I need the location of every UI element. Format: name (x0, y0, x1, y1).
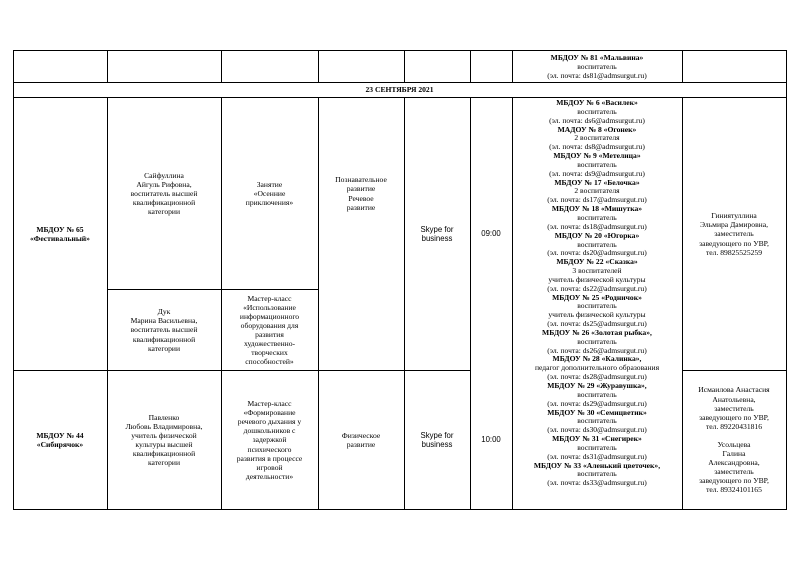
event-master-class-info-line: творческих (251, 348, 288, 358)
participants-list-line: (эл. почта: ds6@admsurgut.ru) (549, 115, 645, 125)
teacher-duk-line: категории (147, 343, 181, 353)
participants-list-line: МБДОУ № 18 «Мишутка» (551, 204, 643, 214)
participants-list-line: (эл. почта: ds28@admsurgut.ru) (547, 372, 647, 382)
participants-list-line: МБДОУ № 29 «Журавушка», (547, 381, 647, 390)
table-border (786, 82, 787, 97)
previous-participant (512, 51, 682, 82)
participants-list-line: воспитатель (577, 212, 617, 222)
participants-list-line: МБДОУ № 20 «Югорка» (554, 230, 640, 240)
participants-list-line: (эл. почта: ds30@admsurgut.ru) (547, 425, 647, 435)
participants-list-line: 2 воспитателя (574, 186, 620, 196)
participants-list-line: воспитатель (577, 389, 617, 399)
participants-list-line: воспитатель (577, 301, 617, 311)
teacher-pavlenko-line: категории (147, 458, 181, 468)
date-header-line: 23 СЕНТЯБРЯ 2021 (365, 85, 434, 95)
table-border (682, 50, 683, 82)
responsible-ismailova-usoltseva-line: тел. 89324101165 (706, 485, 762, 495)
teacher-duk-line: квалификационной (132, 334, 196, 344)
responsible-ismailova-usoltseva-line: тел. 89220431816 (705, 421, 763, 431)
school-festivalny-line: «Фестивальный» (30, 234, 90, 243)
participants-list-line: учитель физической культуры (548, 310, 646, 320)
participants-list-line: педагог дополнительного образования (534, 363, 660, 373)
responsible-giniyatullina-line: заведующего по УВР, (699, 238, 769, 248)
event-master-class-info-line: информационного (239, 311, 300, 321)
platform-skype-1-line: Skype for (420, 224, 454, 234)
platform-skype-1-line: business (421, 234, 453, 243)
participants-list-line: воспитатель (577, 469, 617, 479)
event-autumn-adventures-line: Занятие (256, 179, 283, 189)
event-master-class-breath-line: психического (247, 444, 292, 454)
participants-list-line: (эл. почта: ds9@admsurgut.ru) (549, 168, 645, 178)
table-border (470, 50, 471, 82)
responsible-giniyatullina-line: Эльмира Дамировна, (699, 220, 769, 230)
participants-list-line: воспитатель (577, 416, 617, 426)
participants-list-line: учитель физической культуры (548, 274, 646, 284)
participants-list-line: воспитатель (577, 442, 617, 452)
participants-list-line: (эл. почта: ds31@admsurgut.ru) (547, 451, 647, 461)
participants-list (512, 98, 682, 510)
participants-list-line: МБДОУ № 9 «Метелица» (553, 151, 641, 161)
participants-list-line: (эл. почта: ds18@admsurgut.ru) (547, 221, 647, 231)
event-autumn-adventures-line: приключения» (245, 198, 294, 208)
responsible-ismailova-usoltseva (682, 371, 786, 509)
area-physical-line: развитие (346, 440, 376, 449)
area-cognitive-speech-line: развитие (346, 184, 376, 194)
event-autumn-adventures (221, 98, 318, 289)
teacher-duk-line: Марина Васильевна, (130, 316, 198, 326)
school-sibiryachok-line: «Сибирячок» (36, 440, 84, 449)
teacher-duk-line: Дук (157, 307, 171, 317)
platform-skype-1 (404, 98, 470, 370)
event-master-class-info-line: Мастер-класс (247, 293, 292, 303)
participants-list-line: воспитатель (577, 336, 617, 346)
teacher-pavlenko (107, 371, 221, 509)
responsible-ismailova-usoltseva-line: Анатольевна, (712, 394, 756, 404)
responsible-ismailova-usoltseva-line: Галина (722, 449, 746, 459)
table-border (786, 97, 787, 509)
participants-list-line: (эл. почта: ds22@admsurgut.ru) (547, 283, 647, 293)
participants-list-line: МБДОУ № 33 «Аленький цветочек», (533, 460, 661, 470)
event-master-class-breath-line: Мастер-класс (247, 399, 292, 409)
teacher-pavlenko-line: культуры высшей (135, 440, 193, 449)
participants-list-line: МБДОУ № 6 «Василек» (556, 98, 638, 107)
teacher-saifullina-line: воспитатель высшей (130, 188, 198, 198)
previous-participant-line: воспитатель (577, 61, 617, 71)
responsible-ismailova-usoltseva-line: заведующего по УВР, (699, 412, 769, 422)
school-sibiryachok-line: МБДОУ № 44 (36, 430, 84, 440)
participants-list-line: МБДОУ № 30 «Семицветик» (547, 407, 647, 417)
teacher-saifullina-line: категории (147, 207, 181, 217)
platform-skype-2-line: Skype for (420, 430, 454, 440)
area-cognitive-speech-line: Речевое (348, 193, 374, 203)
date-header (13, 83, 786, 97)
event-master-class-breath-line: деятельности» (245, 471, 294, 481)
participants-list-line: (эл. почта: ds29@admsurgut.ru) (547, 398, 647, 408)
participants-list-line: (эл. почта: ds33@admsurgut.ru) (547, 478, 647, 488)
event-master-class-info (221, 290, 318, 370)
time-1000-line: 10:00 (481, 435, 501, 445)
participants-list-line: МБДОУ № 31 «Снегирек» (552, 434, 642, 444)
responsible-giniyatullina-line: заместитель (714, 229, 754, 239)
event-master-class-breath-line: дошкольников с (243, 426, 296, 436)
teacher-pavlenko-line: Любовь Владимировна, (125, 421, 203, 431)
participants-list-line: МБДОУ № 28 «Калинка», (552, 354, 642, 364)
school-festivalny (13, 98, 107, 370)
time-1000 (470, 371, 512, 509)
responsible-giniyatullina-line: Гиниятуллина (711, 211, 757, 221)
participants-list-line: МБДОУ № 26 «Золотая рыбка», (542, 327, 652, 337)
area-physical-line: Физическое (341, 430, 381, 440)
event-autumn-adventures-line: «Осенние (253, 188, 286, 198)
participants-list-line: воспитатель (577, 159, 617, 169)
responsible-giniyatullina (682, 98, 786, 370)
event-master-class-info-line: «Использование (243, 302, 296, 312)
teacher-pavlenko-line: квалификационной (132, 449, 196, 459)
teacher-pavlenko-line: Павленко (148, 412, 180, 422)
area-physical (318, 371, 404, 509)
responsible-ismailova-usoltseva-line: Александровна, (708, 458, 760, 468)
event-master-class-info-line: способностей» (245, 357, 294, 367)
table-border (404, 50, 405, 82)
event-master-class-breath-line: задержкой (252, 435, 287, 445)
area-cognitive-speech-line: развитие (346, 202, 376, 212)
area-cognitive-speech (318, 98, 404, 289)
event-master-class-breath-line: игровой (256, 462, 283, 472)
teacher-duk (107, 290, 221, 370)
participants-list-line: (эл. почта: ds26@admsurgut.ru) (547, 345, 647, 355)
platform-skype-2 (404, 371, 470, 509)
participants-list-line: воспитатель (577, 106, 617, 116)
event-master-class-info-line: оборудования для (240, 320, 299, 330)
event-master-class-breath (221, 371, 318, 509)
table-border (221, 50, 222, 82)
school-sibiryachok (13, 371, 107, 509)
event-master-class-breath-line: речевого дыхания у (237, 417, 302, 427)
event-master-class-breath-line: развития в процессе (236, 453, 303, 463)
participants-list-line: МБДОУ № 17 «Белочка» (554, 177, 640, 187)
participants-list-line: МБДОУ № 25 «Родничок» (552, 292, 642, 302)
participants-list-line: МАДОУ № 8 «Огонек» (557, 124, 637, 134)
responsible-ismailova-usoltseva-line: Исмаилова Анастасия (698, 385, 770, 395)
participants-list-line: воспитатель (577, 239, 617, 249)
participants-list-line: 2 воспитателя (574, 133, 620, 143)
event-master-class-info-line: развития (255, 330, 284, 339)
table-border (107, 50, 108, 82)
teacher-saifullina-line: Сайфуллина (144, 170, 184, 180)
participants-list-line: (эл. почта: ds17@admsurgut.ru) (547, 195, 647, 205)
teacher-duk-line: воспитатель высшей (130, 325, 198, 335)
responsible-ismailova-usoltseva-line: Усольцева (717, 440, 751, 449)
platform-skype-2-line: business (421, 440, 453, 449)
area-cognitive-speech-line: Познавательное (335, 175, 387, 185)
event-master-class-breath-line: «Формирование (243, 408, 296, 418)
participants-list-line: (эл. почта: ds20@admsurgut.ru) (547, 248, 647, 258)
table-border (13, 50, 14, 82)
teacher-saifullina (107, 98, 221, 289)
responsible-ismailova-usoltseva-line: заместитель (714, 467, 754, 477)
teacher-pavlenko-line: учитель физической (131, 430, 197, 440)
responsible-ismailova-usoltseva-line: заместитель (714, 403, 754, 413)
responsible-ismailova-usoltseva-line (733, 431, 735, 440)
time-0900 (470, 98, 512, 370)
time-0900-line: 09:00 (481, 229, 501, 239)
previous-participant-line: (эл. почта: ds81@admsurgut.ru) (547, 71, 647, 81)
participants-list-line: (эл. почта: ds8@admsurgut.ru) (549, 142, 645, 152)
participants-list-line: 3 воспитателей (572, 266, 622, 276)
table-border (786, 50, 787, 82)
responsible-giniyatullina-line: тел. 89825525259 (705, 247, 763, 257)
table-border (318, 50, 319, 82)
responsible-ismailova-usoltseva-line: заведующего по УВР, (699, 476, 769, 486)
participants-list-line: (эл. почта: ds25@admsurgut.ru) (547, 319, 647, 329)
previous-participant-line: МБДОУ № 81 «Мальвина» (550, 52, 644, 62)
teacher-saifullina-line: Айгуль Рифовна, (136, 179, 192, 189)
participants-list-line: МБДОУ № 22 «Сказка» (556, 257, 638, 267)
teacher-saifullina-line: квалификационной (132, 198, 196, 208)
event-master-class-info-line: художественно- (243, 339, 296, 349)
school-festivalny-line: МБДОУ № 65 (36, 224, 84, 234)
